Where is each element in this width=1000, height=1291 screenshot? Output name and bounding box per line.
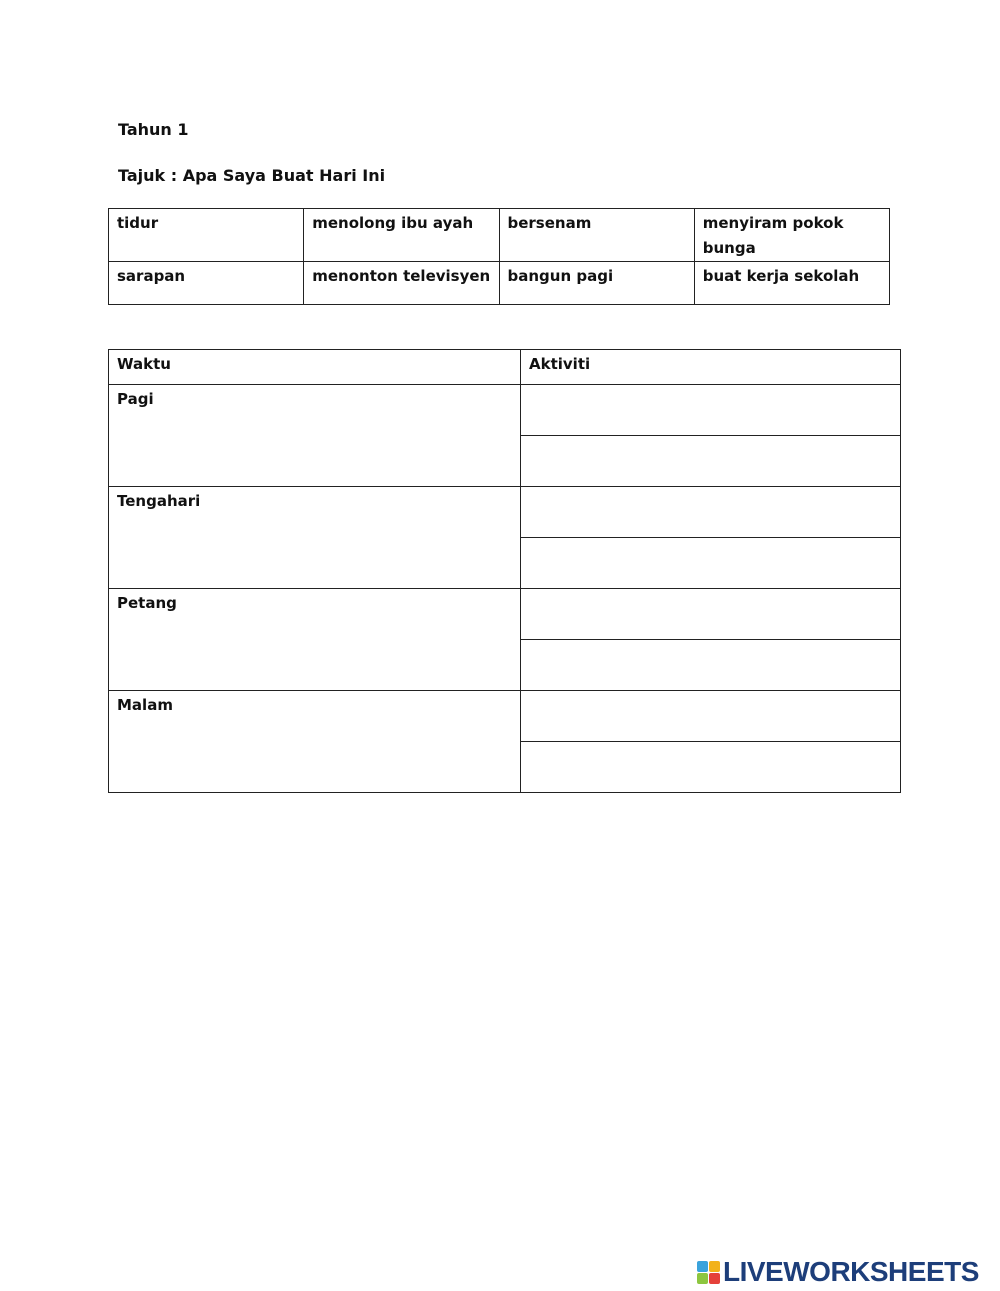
word-bank-cell: menyiram pokok bunga [694, 209, 889, 262]
activity-answer-field[interactable] [521, 589, 901, 640]
logo-square [697, 1273, 708, 1284]
word-bank-row [109, 262, 890, 305]
schedule-header-row [109, 350, 901, 385]
liveworksheets-logo-icon [697, 1261, 720, 1284]
worksheet-topic: Tajuk : Apa Saya Buat Hari Ini [118, 166, 386, 185]
activity-answer-field[interactable] [521, 487, 901, 538]
liveworksheets-brand [697, 1256, 979, 1288]
schedule-table [108, 349, 901, 793]
period-malam: Malam [109, 691, 521, 793]
schedule-row [109, 487, 901, 538]
word-bank-cell: sarapan [109, 262, 304, 305]
activity-answer-field[interactable] [521, 385, 901, 436]
period-tengahari: Tengahari [109, 487, 521, 589]
logo-square [709, 1261, 720, 1272]
word-bank-cell: buat kerja sekolah [694, 262, 889, 305]
activity-answer-field[interactable] [521, 691, 901, 742]
activity-answer-field[interactable] [521, 640, 901, 691]
word-bank-cell: menolong ibu ayah [304, 209, 499, 262]
header-aktiviti: Aktiviti [521, 350, 901, 385]
logo-square [697, 1261, 708, 1272]
period-pagi: Pagi [109, 385, 521, 487]
header-waktu: Waktu [109, 350, 521, 385]
schedule-row [109, 691, 901, 742]
activity-answer-field[interactable] [521, 436, 901, 487]
word-bank-cell: menonton televisyen [304, 262, 499, 305]
word-bank-cell: tidur [109, 209, 304, 262]
worksheet-grade: Tahun 1 [118, 120, 189, 139]
activity-answer-field[interactable] [521, 742, 901, 793]
word-bank-cell: bersenam [499, 209, 694, 262]
schedule-row [109, 589, 901, 640]
word-bank-table [108, 208, 890, 305]
word-bank-row [109, 209, 890, 262]
word-bank-cell: bangun pagi [499, 262, 694, 305]
period-petang: Petang [109, 589, 521, 691]
logo-square [709, 1273, 720, 1284]
schedule-row [109, 385, 901, 436]
activity-answer-field[interactable] [521, 538, 901, 589]
brand-name: LIVEWORKSHEETS [723, 1256, 979, 1287]
